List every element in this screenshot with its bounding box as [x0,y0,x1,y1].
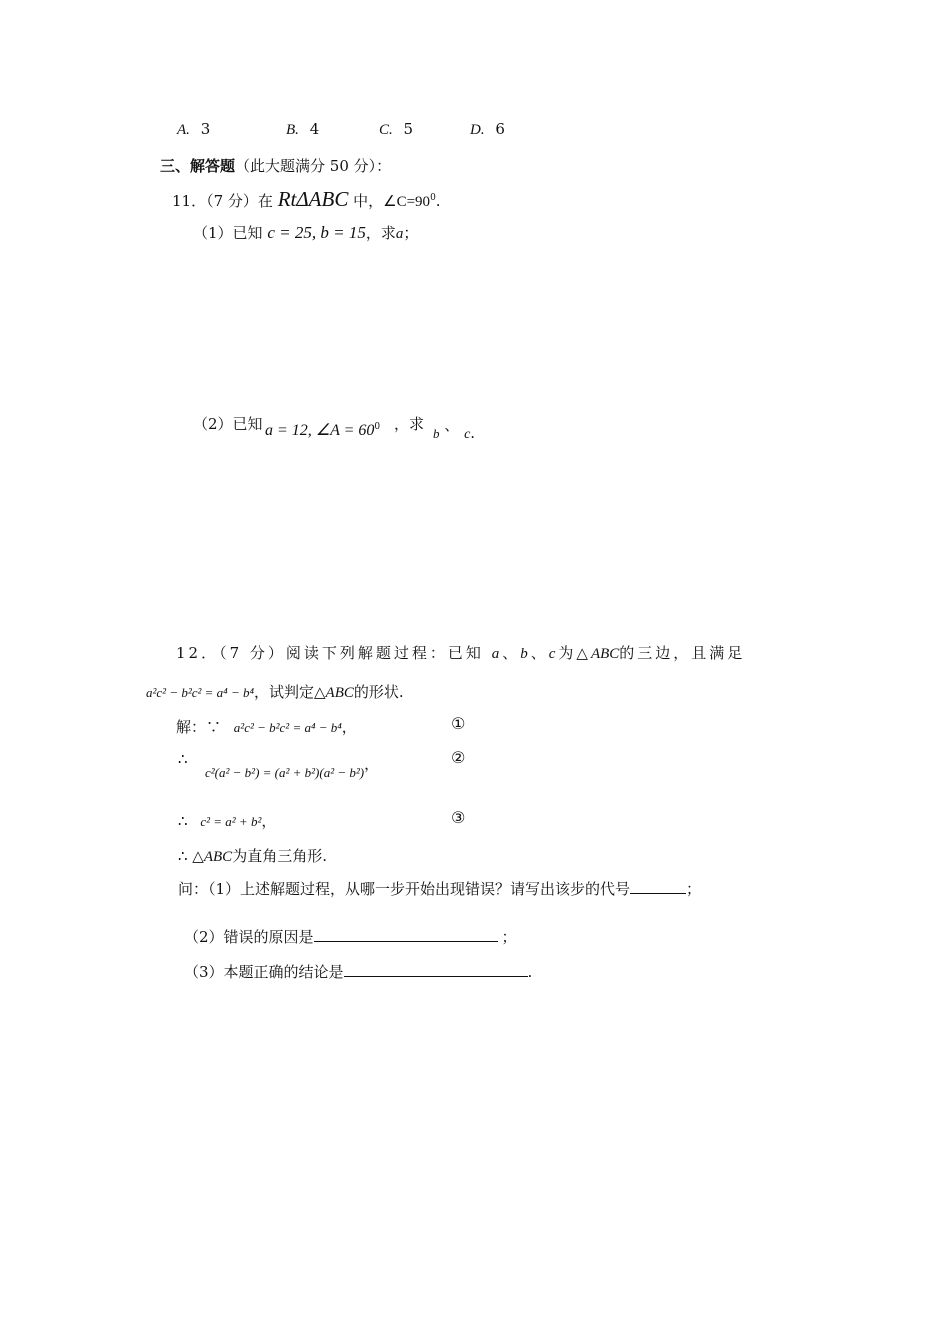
ask2-end: ； [501,928,517,946]
option-b-value: 4 [309,120,320,138]
q12-sep1: 、 [502,644,521,662]
step2-prefix: ∴ [178,750,188,768]
conclusion-end: 为直角三角形. [232,847,327,865]
q12-line2-end: 的形状. [353,683,404,701]
option-d-letter: D. [470,122,485,138]
solution-step-2-prefix [178,750,188,768]
question-11-part2 [193,413,263,434]
q12-var-b: b [520,646,531,662]
step1-prefix: 解：∵ [176,718,222,736]
q12-line1-text: 12．（7 分）阅读下列解题过程：已知 [176,644,484,662]
section-title: 三、解答题 [160,157,236,175]
ask3-end: . [527,963,533,981]
step3-mark: ③ [451,808,466,827]
q11-triangle: RtΔABC [277,187,349,211]
option-c-value: 5 [403,120,414,138]
section-note: （此大题满分 50 分）： [235,157,392,175]
q11-part1-ask: ，求 [365,224,396,242]
ask1-text: 问：（1）上述解题过程，从哪一步开始出现错误？请写出该步的代号 [178,880,631,898]
ask3-text: （3）本题正确的结论是 [184,963,344,981]
question-12-line2 [146,681,404,702]
ask1-end: ； [686,880,702,898]
step2-formula: c²(a² − b²) = (a² + b²)(a² − b²) [205,765,365,780]
question-12-line1 [176,642,745,663]
step1-formula: a²c² − b²c² = a⁴ − b⁴ [233,720,342,735]
q11-part2-ask: ，求 [394,415,425,433]
ask1-blank[interactable] [630,879,686,894]
q12-var-c: c [548,646,559,662]
option-b [286,120,319,139]
step3-prefix: ∴ [178,812,188,830]
q12-var-a: a [491,646,503,662]
solution-step-1 [176,716,357,737]
q11-part1-target: a [395,226,404,242]
step3-formula: c² = a² + b² [200,814,262,829]
question-11-part1 [193,222,418,243]
solution-step-3 [178,810,276,831]
question-12-ask1 [178,878,701,899]
option-a-letter: A. [177,122,190,138]
q11-end: . [435,192,441,210]
q12-abc: ABC [590,646,620,662]
q11-middle: 中， [353,192,384,210]
ask2-text: （2）错误的原因是 [184,928,314,946]
question-11-stem [172,187,441,212]
q11-part1-label: （1）已知 [193,224,263,242]
q12-line2-text: ，试判定△ [254,683,326,701]
conclusion-prefix: ∴ △ [178,847,204,865]
q11-part2-target-b: b [433,426,440,441]
option-d [470,120,505,139]
option-c [379,120,413,139]
ask3-blank[interactable] [344,962,528,977]
q11-part1-given: c = 25, b = 15 [267,223,366,242]
step1-mark: ① [451,714,466,733]
q11-part2-given: a = 12, ∠A = 60 [265,422,375,439]
solution-step-2 [205,755,380,782]
q12-sep2: 、 [530,644,549,662]
question-11-part2-ask [394,413,424,434]
conclusion-abc: ABC [203,849,233,865]
step1-suffix: ， [341,718,357,736]
q12-line1-end: 的三边，且满足 [619,644,746,662]
solution-conclusion [178,845,327,866]
q12-equation: a²c² − b²c² = a⁴ − b⁴ [146,685,254,700]
option-b-letter: B. [286,122,299,138]
section-heading [160,155,391,176]
q11-part1-end: ； [403,224,419,242]
question-12-ask2 [184,926,517,947]
ask2-blank[interactable] [314,927,498,942]
q11-angle-sup: 0 [430,193,436,203]
q11-part2-label: （2）已知 [193,415,263,433]
q12-line1-mid: 为△ [558,644,591,662]
option-d-value: 6 [495,120,505,138]
option-c-letter: C. [379,122,393,138]
q11-number: 11．（7 分）在 [172,192,273,210]
q12-line2-abc: ABC [325,685,354,701]
q11-part2-target-c: c [464,427,471,442]
question-11-part2-targets [433,416,476,443]
option-a-value: 3 [200,120,211,138]
step2-mark: ② [451,748,466,767]
q11-part2-given-sup: 0 [374,422,381,432]
option-a [177,120,210,139]
question-12-ask3 [184,961,532,982]
step3-suffix: ， [261,812,277,830]
question-11-part2-formula [265,420,380,440]
step2-suffix: ， [364,755,380,773]
q11-angle: ∠C=90 [383,194,431,210]
q11-part2-end: . [470,424,476,442]
q11-part2-sep: 、 [444,416,460,434]
